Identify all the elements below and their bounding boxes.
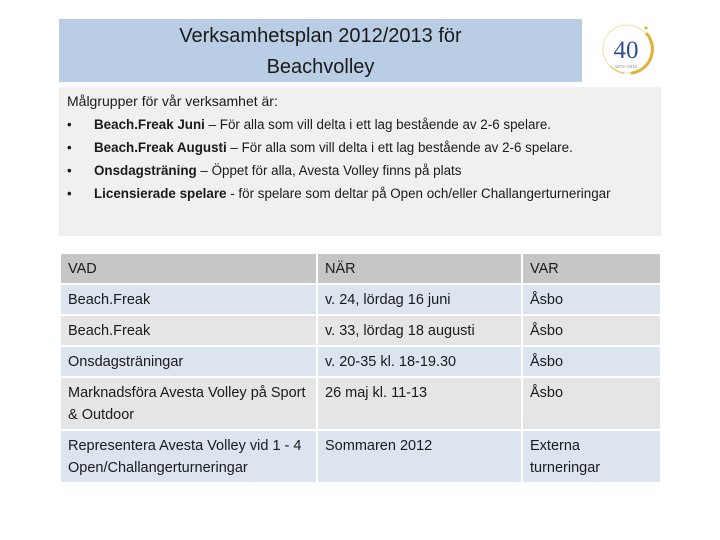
cell-nar: v. 33, lördag 18 augusti xyxy=(318,316,521,345)
list-item xyxy=(67,185,611,208)
list-item-text: – För alla som vill delta i ett lag bestående av 2-6 spelare. xyxy=(204,117,552,132)
anniversary-40-icon xyxy=(596,22,656,80)
list-item xyxy=(67,162,611,185)
column-header-var: VAR xyxy=(523,254,660,283)
table-row xyxy=(61,431,660,482)
cell-nar: Sommaren 2012 xyxy=(318,431,521,482)
cell-var: Åsbo xyxy=(523,285,660,314)
table-row xyxy=(61,378,660,429)
target-groups-list xyxy=(67,116,611,208)
title-banner xyxy=(59,19,582,82)
table-row xyxy=(61,316,660,345)
list-item xyxy=(67,116,611,139)
bullet-icon: • xyxy=(67,186,72,201)
page-title-line-1: Verksamhetsplan 2012/2013 för xyxy=(179,25,462,47)
cell-var: Åsbo xyxy=(523,378,660,429)
bullet-icon: • xyxy=(67,163,72,178)
logo-caption: 1972–2012 xyxy=(614,64,638,69)
cell-vad: Beach.Freak xyxy=(61,285,316,314)
anniversary-logo xyxy=(596,22,656,80)
cell-var: Åsbo xyxy=(523,316,660,345)
cell-nar: v. 24, lördag 16 juni xyxy=(318,285,521,314)
table-row xyxy=(61,285,660,314)
cell-nar: 26 maj kl. 11-13 xyxy=(318,378,521,429)
bullet-icon: • xyxy=(67,140,72,155)
bullet-icon: • xyxy=(67,117,72,132)
activity-plan-table xyxy=(59,252,662,484)
column-header-nar: NÄR xyxy=(318,254,521,283)
table-row xyxy=(61,347,660,376)
cell-vad: Beach.Freak xyxy=(61,316,316,345)
list-item-text: – För alla som vill delta i ett lag bestående av 2-6 spelare. xyxy=(226,140,573,155)
list-item-title: Beach.Freak Juni xyxy=(94,117,205,132)
page-title-line-2: Beachvolley xyxy=(266,56,375,78)
list-item-text: – Öppet för alla, Avesta Volley finns på plats xyxy=(196,163,462,178)
target-groups-heading: Målgrupper för vår verksamhet är: xyxy=(67,93,278,109)
target-groups-box xyxy=(59,87,661,236)
list-item-text: - för spelare som deltar på Open och/eller Challangerturneringar xyxy=(226,186,611,201)
list-item-title: Beach.Freak Augusti xyxy=(94,140,227,155)
logo-number: 40 xyxy=(613,37,639,64)
cell-vad: Representera Avesta Volley vid 1 - 4 Open/Challangerturneringar xyxy=(61,431,316,482)
list-item-title: Onsdagsträning xyxy=(94,163,197,178)
cell-nar: v. 20-35 kl. 18-19.30 xyxy=(318,347,521,376)
list-item xyxy=(67,139,611,162)
cell-vad: Onsdagsträningar xyxy=(61,347,316,376)
cell-var: Åsbo xyxy=(523,347,660,376)
column-header-vad: VAD xyxy=(61,254,316,283)
list-item-title: Licensierade spelare xyxy=(94,186,227,201)
table-header-row xyxy=(61,254,660,283)
cell-var: Externa turneringar xyxy=(523,431,660,482)
cell-vad: Marknadsföra Avesta Volley på Sport & Outdoor xyxy=(61,378,316,429)
